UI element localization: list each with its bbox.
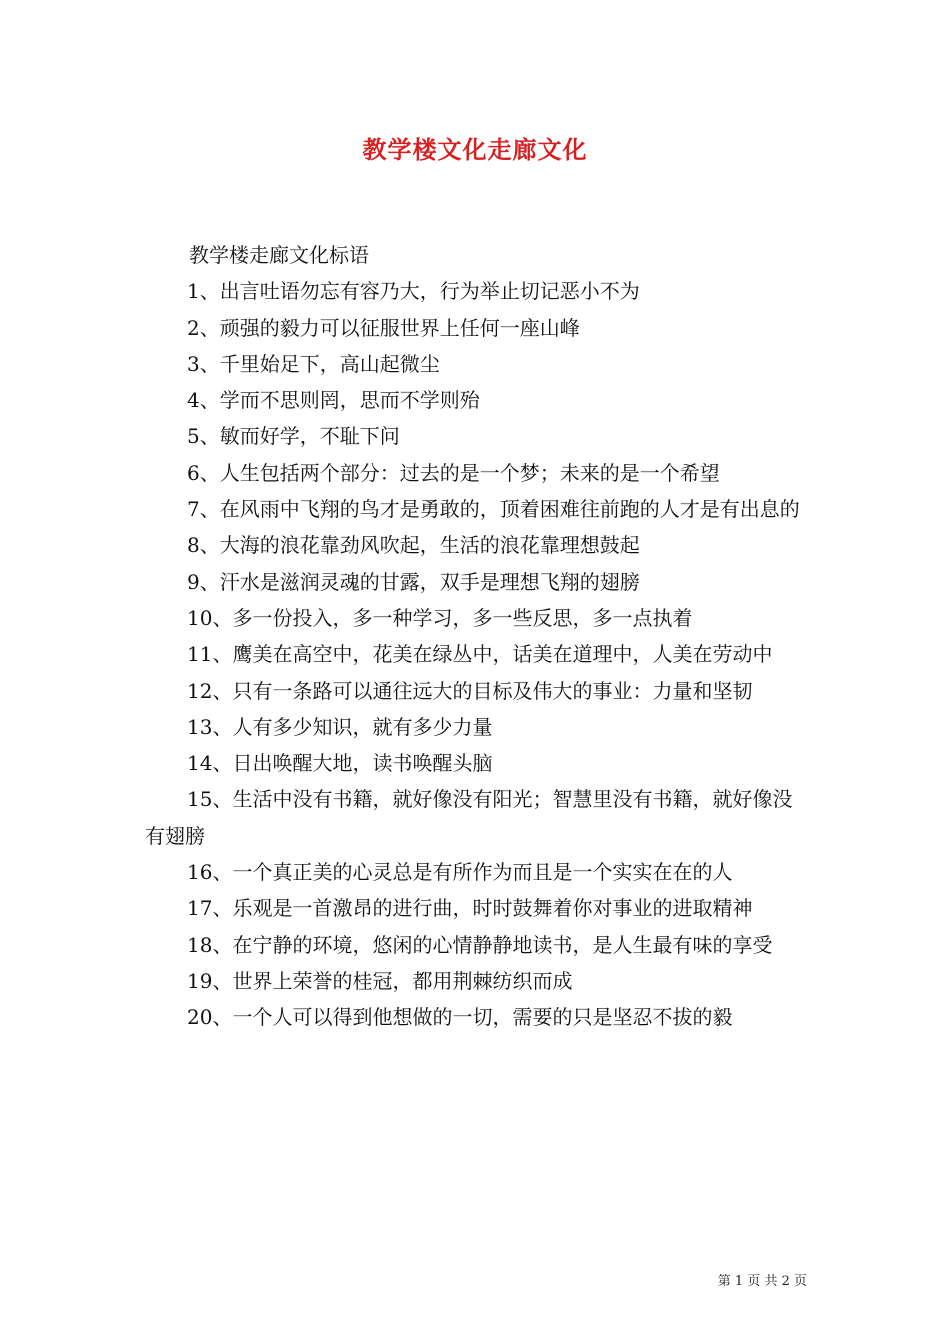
slogan-item: 8、大海的浪花靠劲风吹起，生活的浪花靠理想鼓起 <box>187 533 640 558</box>
slogan-item: 11、鹰美在高空中，花美在绿丛中，话美在道理中，人美在劳动中 <box>187 642 773 667</box>
slogan-item: 3、千里始足下，高山起微尘 <box>187 351 440 376</box>
slogan-item: 14、日出唤醒大地，读书唤醒头脑 <box>187 751 493 776</box>
document-body <box>145 237 807 1036</box>
slogan-item: 10、多一份投入，多一种学习，多一些反思，多一点执着 <box>187 605 693 630</box>
slogan-item: 12、只有一条路可以通往远大的目标及伟大的事业：力量和坚韧 <box>187 678 753 703</box>
slogan-item: 20、一个人可以得到他想做的一切，需要的只是坚忍不拔的毅 <box>187 1005 733 1030</box>
slogan-item: 15、生活中没有书籍，就好像没有阳光；智慧里没有书籍，就好像没有翅膀 <box>145 787 793 848</box>
page-indicator: 第 1 页 共 2 页 <box>717 1274 807 1289</box>
slogan-item: 16、一个真正美的心灵总是有所作为而且是一个实实在在的人 <box>187 860 733 885</box>
slogan-item: 9、汗水是滋润灵魂的甘露，双手是理想飞翔的翅膀 <box>187 569 640 594</box>
slogan-item: 4、学而不思则罔，思而不学则殆 <box>187 388 480 413</box>
slogan-item: 6、人生包括两个部分：过去的是一个梦；未来的是一个希望 <box>187 460 720 485</box>
document-title: 教学楼文化走廊文化 <box>362 135 588 164</box>
section-heading: 教学楼走廊文化标语 <box>189 243 369 267</box>
slogan-item: 5、敏而好学，不耻下问 <box>187 424 400 449</box>
slogan-item: 13、人有多少知识，就有多少力量 <box>187 714 493 739</box>
slogan-item: 17、乐观是一首激昂的进行曲，时时鼓舞着你对事业的进取精神 <box>187 896 753 921</box>
slogan-item: 18、在宁静的环境，悠闲的心情静静地读书，是人生最有味的享受 <box>187 932 773 957</box>
slogan-item: 7、在风雨中飞翔的鸟才是勇敢的，顶着困难往前跑的人才是有出息的 <box>187 497 800 522</box>
slogan-item: 2、顽强的毅力可以征服世界上任何一座山峰 <box>187 315 580 340</box>
slogan-item: 1、出言吐语勿忘有容乃大，行为举止切记恶小不为 <box>187 279 640 304</box>
slogan-item: 19、世界上荣誉的桂冠，都用荆棘纺织而成 <box>187 968 573 993</box>
